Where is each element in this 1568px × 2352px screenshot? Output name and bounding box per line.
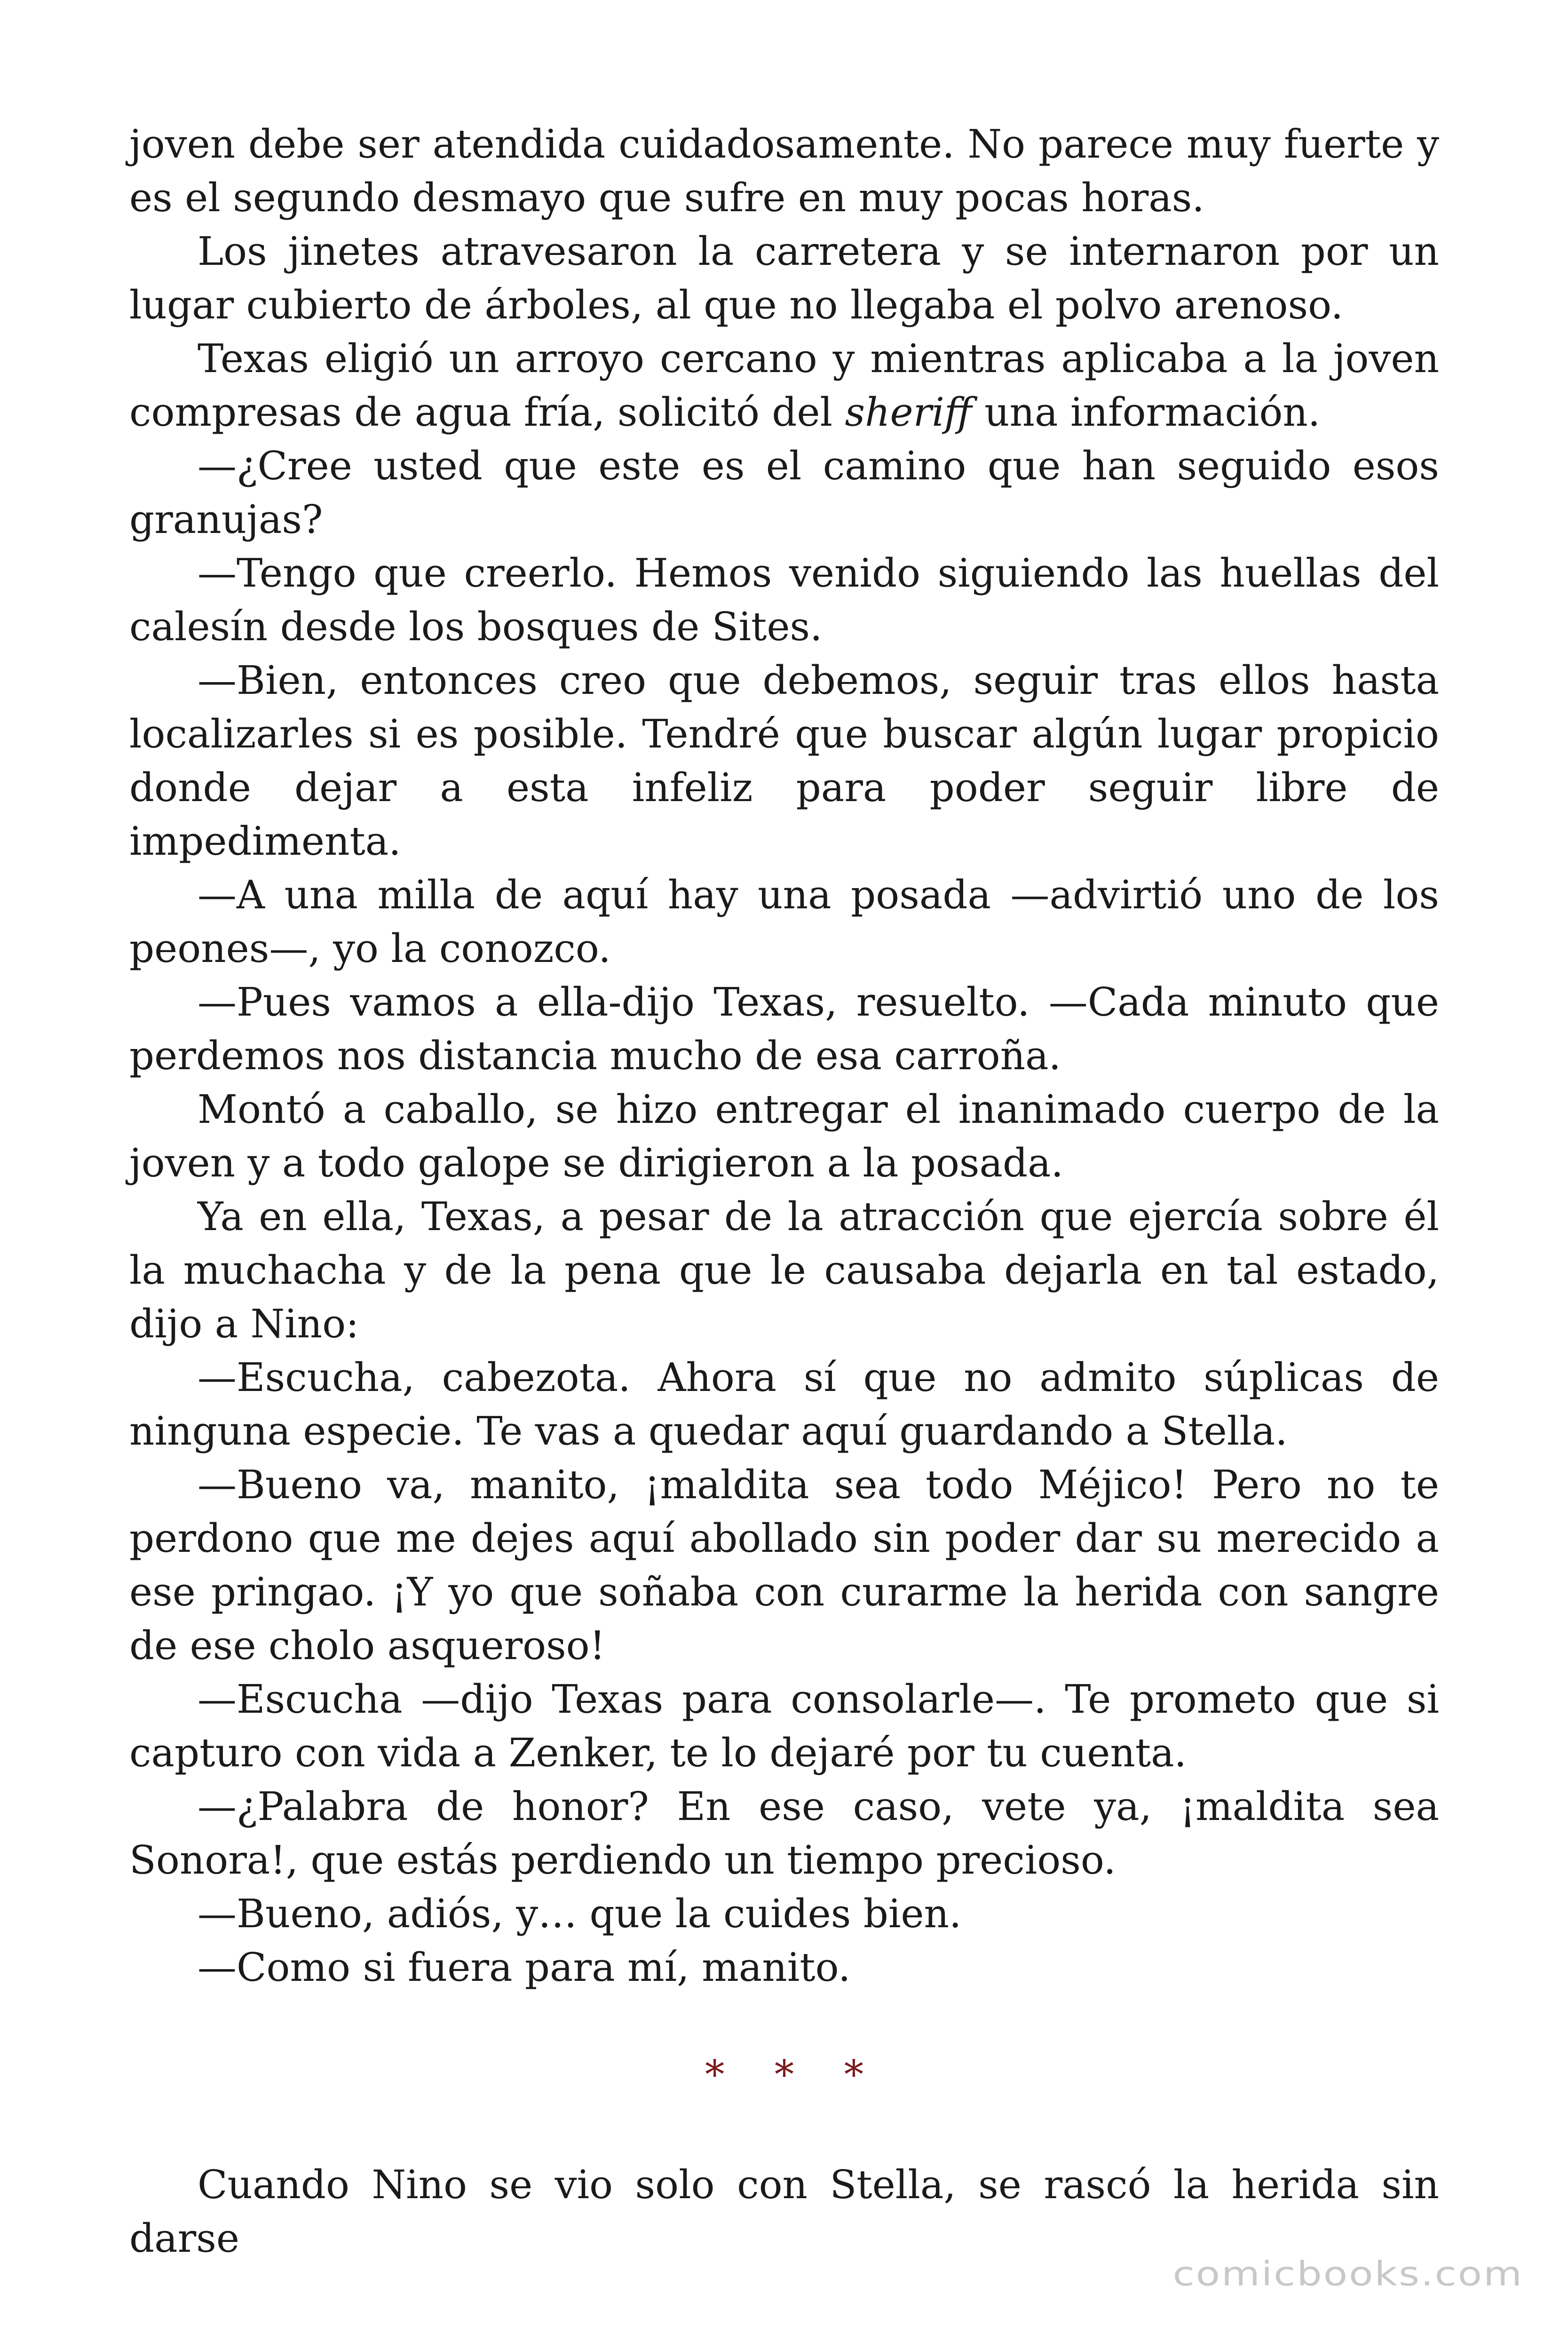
paragraph: —Bien, entonces creo que debemos, seguir tras ellos hasta localizarles si es posible. Tendré que buscar algún lugar propicio donde dejar a esta infeliz para poder seguir libre de impedimenta. — [129, 658, 1439, 864]
page-body — [129, 118, 1439, 2265]
last-paragraph-container — [129, 2158, 1439, 2265]
paragraph: Los jinetes atravesaron la carretera y se internaron por un lugar cubierto de árboles, al que no llegaba el polvo arenoso. — [129, 229, 1439, 328]
paragraph: —Tengo que creerlo. Hemos venido siguiendo las huellas del calesín desde los bosques de Sites. — [129, 550, 1439, 650]
paragraph: —Bueno va, manito, ¡maldita sea todo Méjico! Pero no te perdono que me dejes aquí abollado sin poder dar su merecido a ese pringao. ¡Y yo que soñaba con curarme la herida con sangre de ese cholo asqueroso! — [129, 1462, 1439, 1669]
paragraph: joven debe ser atendida cuidadosamente. No parece muy fuerte y es el segundo desmayo que sufre en muy pocas horas. — [129, 121, 1439, 221]
paragraph: —Como si fuera para mí, manito. — [198, 1945, 851, 1990]
paragraph — [129, 332, 1439, 439]
italic-term: sheriff — [845, 389, 972, 435]
paragraph: —¿Cree usted que este es el camino que han seguido esos granujas? — [129, 443, 1439, 542]
paragraph: —¿Palabra de honor? En ese caso, vete ya, ¡maldita sea Sonora!, que estás perdiendo un tiempo precioso. — [129, 1784, 1439, 1883]
paragraph: Cuando Nino se vio solo con Stella, se rascó la herida sin darse — [129, 2162, 1439, 2261]
paragraph: Montó a caballo, se hizo entregar el inanimado cuerpo de la joven y a todo galope se dirigieron a la posada. — [129, 1087, 1439, 1186]
paragraph: —Escucha, cabezota. Ahora sí que no admito súplicas de ninguna especie. Te vas a quedar aquí guardando a Stella. — [129, 1355, 1439, 1454]
paragraph: Ya en ella, Texas, a pesar de la atracción que ejercía sobre él la muchacha y de la pena que le causaba dejarla en tal estado, dijo a Nino: — [129, 1194, 1439, 1347]
paragraph: —Bueno, adiós, y… que la cuides bien. — [198, 1891, 962, 1937]
paragraph: —A una milla de aquí hay una posada —advirtió uno de los peones—, yo la conozco. — [129, 872, 1439, 971]
paragraph: —Escucha —dijo Texas para consolarle—. Te prometo que si capturo con vida a Zenker, te lo dejaré por tu cuenta. — [129, 1677, 1439, 1776]
text-run: una información. — [972, 389, 1321, 435]
watermark: comicbooks.com — [1172, 2254, 1523, 2294]
paragraph: —Pues vamos a ella-dijo Texas, resuelto. —Cada minuto que perdemos nos distancia mucho de esa carroña. — [129, 979, 1439, 1079]
text-body — [129, 118, 1439, 1994]
section-separator: * * * — [705, 2052, 883, 2098]
text-run: Texas eligió un arroyo cercano y mientras aplicaba a la joven compresas de agua fría, solicitó del — [129, 336, 1439, 435]
